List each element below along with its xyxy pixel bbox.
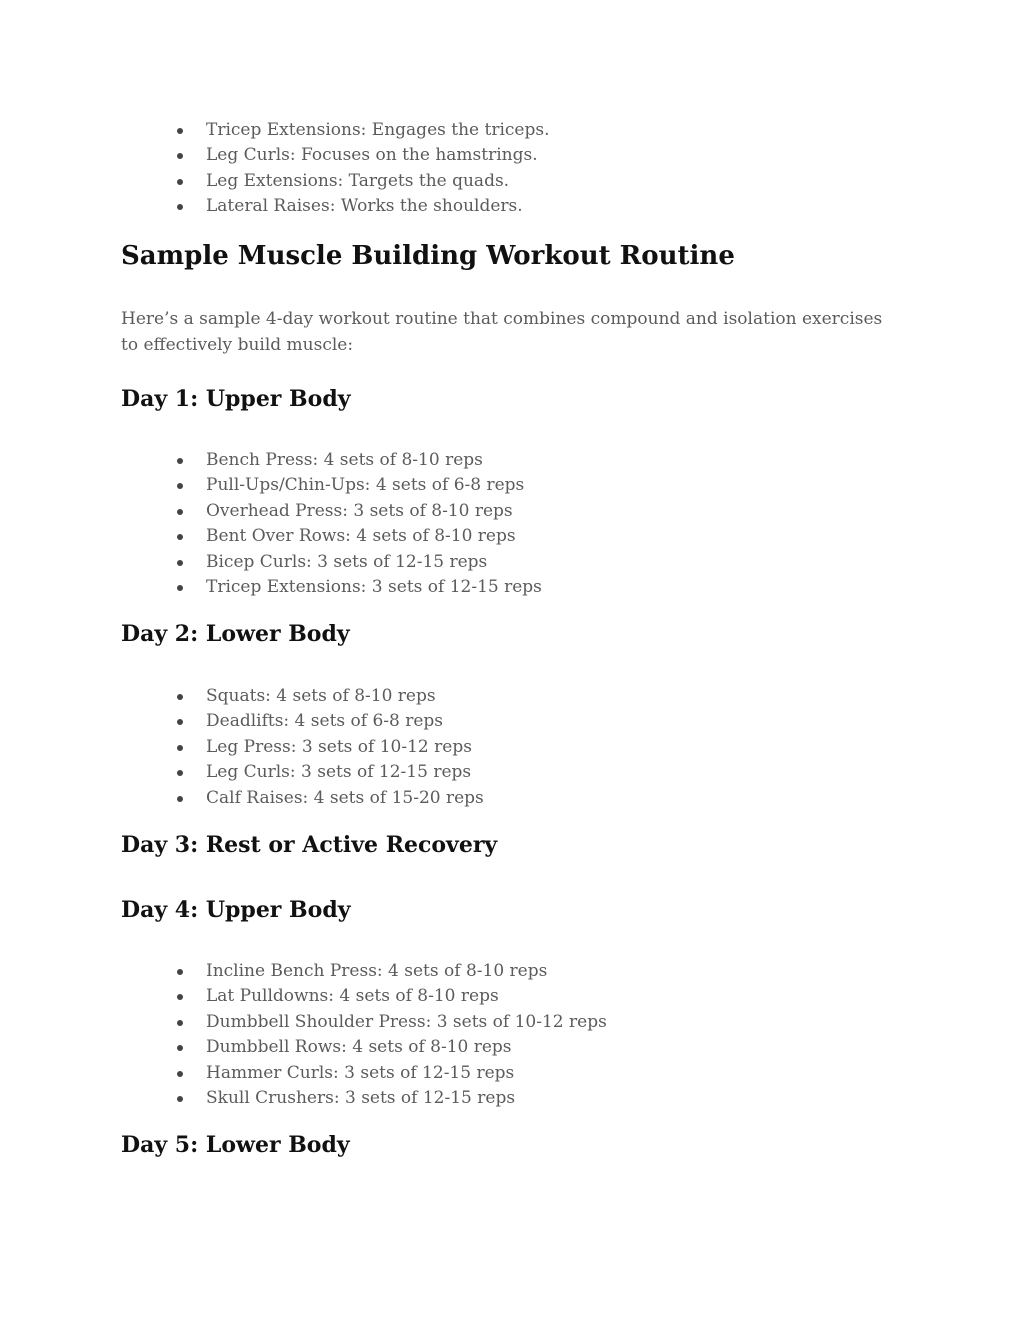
bullet-icon [177,560,183,566]
day-4-heading: Day 4: Upper Body [121,897,351,923]
bullet-icon [177,745,183,751]
day-2-heading: Day 2: Lower Body [121,621,350,647]
list-item: Leg Extensions: Targets the quads. [121,169,901,194]
bullet-icon [177,694,183,700]
day-5-heading: Day 5: Lower Body [121,1132,350,1158]
bullet-icon [177,128,183,134]
list-item: Overhead Press: 3 sets of 8-10 reps [121,499,901,524]
list-item: Leg Curls: 3 sets of 12-15 reps [121,760,901,785]
section-title: Sample Muscle Building Workout Routine [121,241,735,271]
list-item: Calf Raises: 4 sets of 15-20 reps [121,786,901,811]
list-item: Dumbbell Shoulder Press: 3 sets of 10-12 reps [121,1010,901,1035]
bullet-icon [177,585,183,591]
bullet-icon [177,509,183,515]
day-2-list [121,684,901,811]
bullet-icon [177,534,183,540]
intro-paragraph: Here’s a sample 4-day workout routine that combines compound and isolation exercises to effectively build muscle: [121,309,883,355]
day-4-list [121,959,901,1111]
list-item: Incline Bench Press: 4 sets of 8-10 reps [121,959,901,984]
list-item: Tricep Extensions: Engages the triceps. [121,118,901,143]
bullet-icon [177,153,183,159]
day-5-heading-block [121,1131,901,1159]
list-item: Tricep Extensions: 3 sets of 12-15 reps [121,575,901,600]
day-4-heading-block [121,896,901,924]
bullet-icon [177,796,183,802]
list-item: Leg Press: 3 sets of 10-12 reps [121,735,901,760]
bullet-icon [177,994,183,1000]
day-1-heading: Day 1: Upper Body [121,386,351,412]
bullet-icon [177,770,183,776]
list-item: Bent Over Rows: 4 sets of 8-10 reps [121,524,901,549]
bullet-icon [177,1071,183,1077]
bullet-icon [177,458,183,464]
day-3-heading: Day 3: Rest or Active Recovery [121,832,498,858]
bullet-icon [177,1096,183,1102]
day-1-heading-block [121,385,901,413]
list-item: Dumbbell Rows: 4 sets of 8-10 reps [121,1035,901,1060]
bullet-icon [177,483,183,489]
day-3-heading-block [121,831,901,859]
list-item: Lateral Raises: Works the shoulders. [121,194,901,219]
list-item: Hammer Curls: 3 sets of 12-15 reps [121,1061,901,1086]
list-item: Skull Crushers: 3 sets of 12-15 reps [121,1086,901,1111]
bullet-icon [177,719,183,725]
bullet-icon [177,204,183,210]
day-2-heading-block [121,620,901,648]
list-item: Lat Pulldowns: 4 sets of 8-10 reps [121,984,901,1009]
list-item: Pull-Ups/Chin-Ups: 4 sets of 6-8 reps [121,473,901,498]
bullet-icon [177,969,183,975]
list-item: Bicep Curls: 3 sets of 12-15 reps [121,550,901,575]
bullet-icon [177,179,183,185]
day-1-list [121,448,901,600]
list-item: Leg Curls: Focuses on the hamstrings. [121,143,901,168]
exercise-list-top [121,118,901,220]
bullet-icon [177,1045,183,1051]
list-item: Deadlifts: 4 sets of 6-8 reps [121,709,901,734]
intro-block [121,307,901,358]
bullet-icon [177,1020,183,1026]
list-item: Squats: 4 sets of 8-10 reps [121,684,901,709]
section-heading-block [121,240,901,272]
list-item: Bench Press: 4 sets of 8-10 reps [121,448,901,473]
